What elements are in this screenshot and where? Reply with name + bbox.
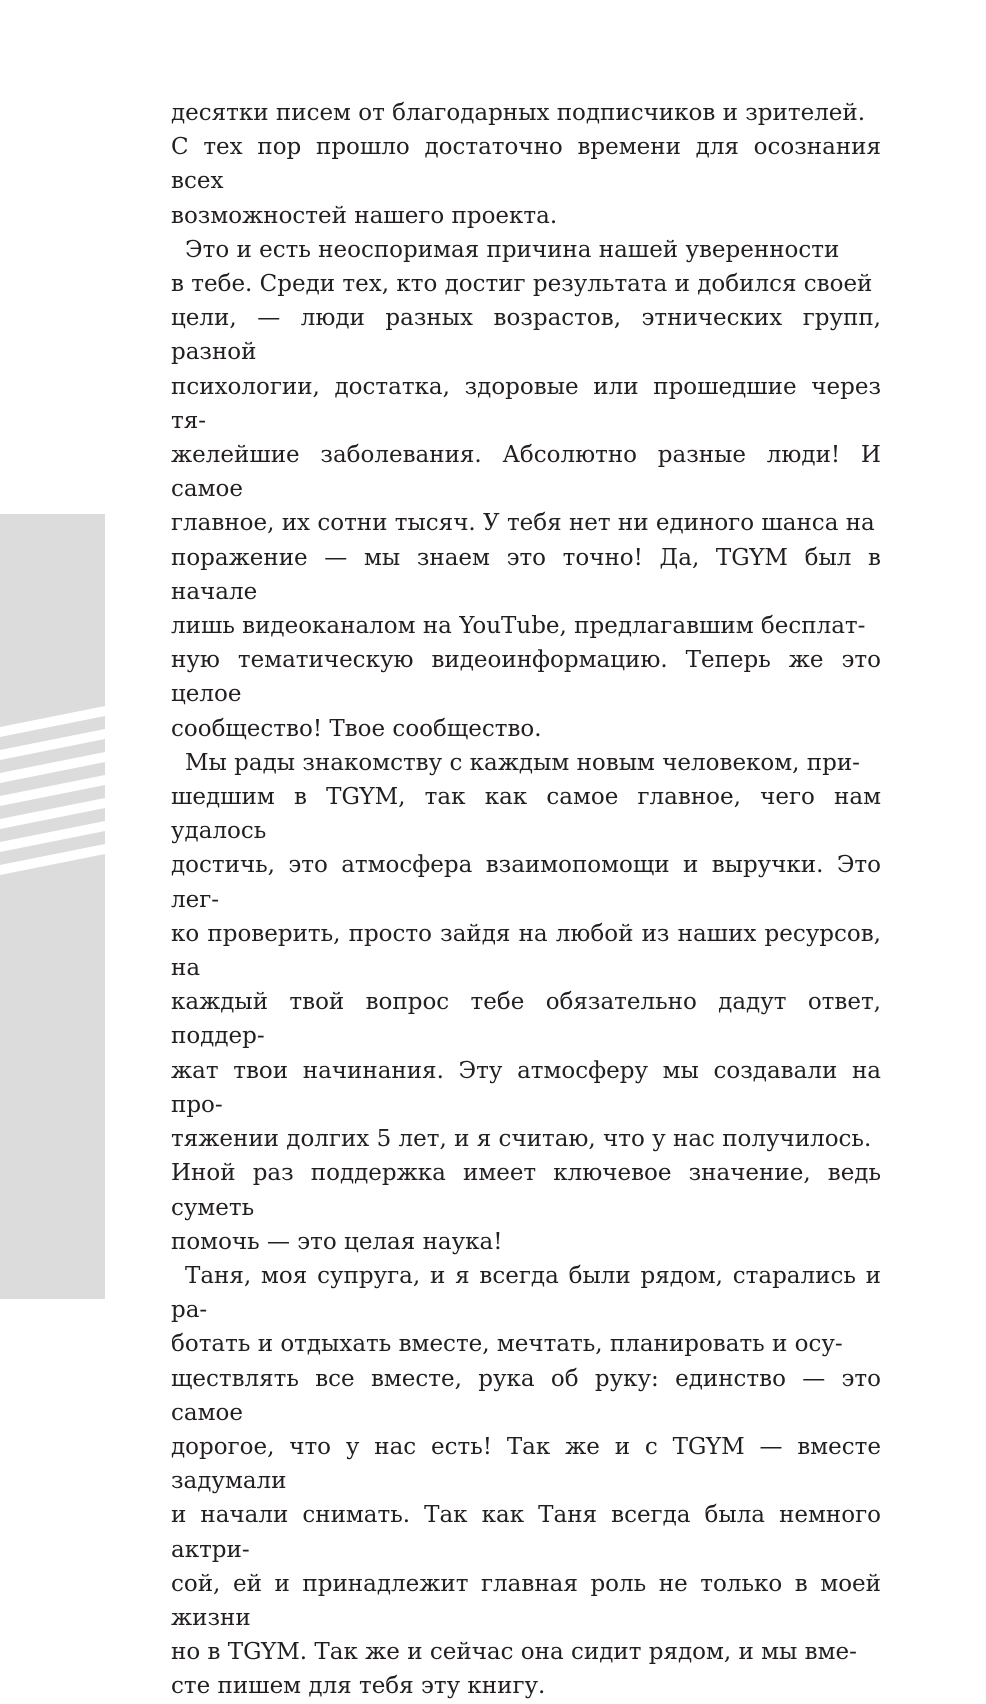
paragraph-1: десятки писем от благодарных подписчиков и зрителей. С тех пор прошло достаточно времени для осознания всех возможностей нашего проекта. <box>171 100 881 229</box>
diagonal-stripes-graphic <box>0 514 105 1299</box>
paragraph-2: Это и есть неоспоримая причина нашей уверенности в тебе. Среди тех, кто достиг результата и добился своей цели, — люди разных возрастов, этнических групп, разной психологии, достатка, здоровые или прошедшие через тя- желейшие заболевания. Абсолютно разные люди! И самое главное, их сотни тысяч. У тебя нет ни единого шанса на поражение — мы знаем это точно! Да, TGYM был в начале лишь видеоканалом на YouTube, предлагавшим бесплат- ную тематическую видеоинформацию. Теперь же это целое сообщество! Твое сообщество. <box>171 236 881 742</box>
paragraph-3: Мы рады знакомству с каждым новым человеком, при- шедшим в TGYM, так как самое главное, чего нам удалось достичь, это атмосфера взаимопомощи и выручки. Это лег- ко проверить, просто зайдя на любой из наших ресурсов, на каждый твой вопрос тебе обязательно дадут ответ, поддер- жат твои начинания. Эту атмосферу мы создавали на про- тяжении долгих 5 лет, и я считаю, что у нас получилось. Иной раз поддержка имеет ключевое значение, ведь суметь помочь — это целая наука! <box>171 749 881 1255</box>
body-text <box>171 96 881 1704</box>
side-decorative-band <box>0 514 105 1299</box>
paragraph-4: Таня, моя супруга, и я всегда были рядом, старались и ра- ботать и отдыхать вместе, мечтать, планировать и осу- ществлять все вместе, рука об руку: единство — это самое дорогое, что у нас есть! Так же и с TGYM — вместе задумали и начали снимать. Так как Таня всегда была немного актри- сой, ей и принадлежит главная роль не только в моей жизни но в TGYM. Так же и сейчас она сидит рядом, и мы вме- сте пишем для тебя эту книгу. <box>171 1262 881 1700</box>
